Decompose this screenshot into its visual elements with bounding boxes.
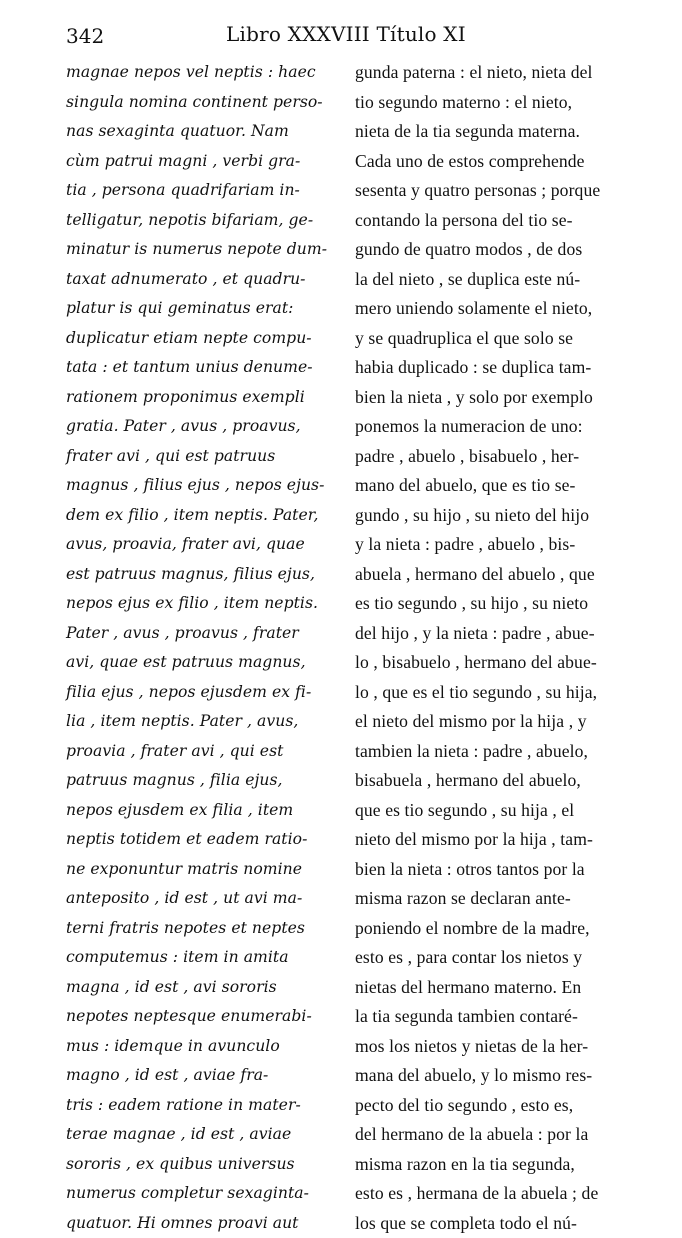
spanish-text-line: gundo de quatro modos , de dos: [355, 235, 623, 265]
latin-text-line: telligatur, nepotis bifariam, ge-: [66, 206, 336, 236]
spanish-text-line: la del nieto , se duplica este nú-: [355, 265, 623, 295]
latin-text-line: terae magnae , id est , aviae: [66, 1120, 336, 1150]
latin-text-line: magna , id est , avi sororis: [66, 973, 336, 1003]
latin-text-line: numerus completur sexaginta-: [66, 1179, 336, 1209]
spanish-text-line: es tio segundo , su hijo , su nieto: [355, 589, 623, 619]
spanish-text-line: poniendo el nombre de la madre,: [355, 914, 623, 944]
latin-text-line: platur is qui geminatus erat:: [66, 294, 336, 324]
spanish-text-line: nieta de la tia segunda materna.: [355, 117, 623, 147]
spanish-text-line: ponemos la numeracion de uno:: [355, 412, 623, 442]
spanish-text-line: esto es , para contar los nietos y: [355, 943, 623, 973]
latin-text-line: cùm patrui magni , verbi gra-: [66, 147, 336, 177]
latin-text-line: nas sexaginta quatuor. Nam: [66, 117, 336, 147]
latin-text-line: frater avi , qui est patruus: [66, 442, 336, 472]
latin-text-line: Pater , avus , proavus , frater: [66, 619, 336, 649]
latin-text-line: lia , item neptis. Pater , avus,: [66, 707, 336, 737]
latin-text-line: patruus magnus , filia ejus,: [66, 766, 336, 796]
latin-text-line: duplicatur etiam nepte compu-: [66, 324, 336, 354]
latin-text-line: nepos ejus ex filio , item neptis.: [66, 589, 336, 619]
latin-text-line: nepotes neptesque enumerabi-: [66, 1002, 336, 1032]
spanish-text-line: padre , abuelo , bisabuelo , her-: [355, 442, 623, 472]
page-number: 342: [66, 24, 104, 48]
spanish-text-line: misma razon se declaran ante-: [355, 884, 623, 914]
latin-text-line: est patruus magnus, filius ejus,: [66, 560, 336, 590]
latin-text-line: quatuor. Hi omnes proavi aut: [66, 1209, 336, 1238]
spanish-text-line: pecto del tio segundo , esto es,: [355, 1091, 623, 1121]
spanish-text-line: tambien la nieta : padre , abuelo,: [355, 737, 623, 767]
spanish-text-line: tio segundo materno : el nieto,: [355, 88, 623, 118]
spanish-text-line: contando la persona del tio se-: [355, 206, 623, 236]
latin-text-line: filia ejus , nepos ejusdem ex fi-: [66, 678, 336, 708]
spanish-text-line: mano del abuelo, que es tio se-: [355, 471, 623, 501]
spanish-text-line: esto es , hermana de la abuela ; de: [355, 1179, 623, 1209]
spanish-text-line: misma razon en la tia segunda,: [355, 1150, 623, 1180]
spanish-text-line: la tia segunda tambien contaré-: [355, 1002, 623, 1032]
latin-text-line: tris : eadem ratione in mater-: [66, 1091, 336, 1121]
spanish-text-line: Cada uno de estos comprehende: [355, 147, 623, 177]
spanish-text-line: lo , bisabuelo , hermano del abue-: [355, 648, 623, 678]
latin-text-line: minatur is numerus nepote dum-: [66, 235, 336, 265]
latin-text-line: terni fratris nepotes et neptes: [66, 914, 336, 944]
latin-text-line: taxat adnumerato , et quadru-: [66, 265, 336, 295]
latin-text-line: sororis , ex quibus universus: [66, 1150, 336, 1180]
spanish-text-line: sesenta y quatro personas ; porque: [355, 176, 623, 206]
spanish-text-line: bien la nieta , y solo por exemplo: [355, 383, 623, 413]
latin-text-line: gratia. Pater , avus , proavus,: [66, 412, 336, 442]
running-title: Libro XXXVIII Título XI: [226, 22, 466, 46]
latin-text-line: mus : idemque in avunculo: [66, 1032, 336, 1062]
latin-text-line: magno , id est , aviae fra-: [66, 1061, 336, 1091]
latin-text-line: proavia , frater avi , qui est: [66, 737, 336, 767]
spanish-text-line: nieto del mismo por la hija , tam-: [355, 825, 623, 855]
latin-text-line: magnae nepos vel neptis : haec: [66, 58, 336, 88]
spanish-text-line: lo , que es el tio segundo , su hija,: [355, 678, 623, 708]
latin-text-line: tata : et tantum unius denume-: [66, 353, 336, 383]
latin-text-line: magnus , filius ejus , nepos ejus-: [66, 471, 336, 501]
spanish-text-line: nietas del hermano materno. En: [355, 973, 623, 1003]
spanish-text-line: bisabuela , hermano del abuelo,: [355, 766, 623, 796]
spanish-text-line: mero uniendo solamente el nieto,: [355, 294, 623, 324]
spanish-text-line: que es tio segundo , su hija , el: [355, 796, 623, 826]
spanish-text-line: del hijo , y la nieta : padre , abue-: [355, 619, 623, 649]
spanish-text-line: el nieto del mismo por la hija , y: [355, 707, 623, 737]
spanish-text-line: los que se completa todo el nú-: [355, 1209, 623, 1238]
spanish-text-line: gundo , su hijo , su nieto del hijo: [355, 501, 623, 531]
latin-text-line: dem ex filio , item neptis. Pater,: [66, 501, 336, 531]
spanish-text-line: bien la nieta : otros tantos por la: [355, 855, 623, 885]
spanish-text-line: mos los nietos y nietas de la her-: [355, 1032, 623, 1062]
latin-text-line: nepos ejusdem ex filia , item: [66, 796, 336, 826]
spanish-text-line: del hermano de la abuela : por la: [355, 1120, 623, 1150]
spanish-text-line: y se quadruplica el que solo se: [355, 324, 623, 354]
latin-text-line: rationem proponimus exempli: [66, 383, 336, 413]
page-header: [66, 22, 646, 54]
latin-text-line: tia , persona quadrifariam in-: [66, 176, 336, 206]
latin-text-line: avi, quae est patruus magnus,: [66, 648, 336, 678]
latin-text-column: [66, 58, 336, 1238]
latin-text-line: anteposito , id est , ut avi ma-: [66, 884, 336, 914]
spanish-text-line: abuela , hermano del abuelo , que: [355, 560, 623, 590]
latin-text-line: ne exponuntur matris nomine: [66, 855, 336, 885]
latin-text-line: neptis totidem et eadem ratio-: [66, 825, 336, 855]
spanish-text-line: mana del abuelo, y lo mismo res-: [355, 1061, 623, 1091]
spanish-text-line: gunda paterna : el nieto, nieta del: [355, 58, 623, 88]
spanish-text-column: [355, 58, 623, 1238]
latin-text-line: computemus : item in amita: [66, 943, 336, 973]
latin-text-line: avus, proavia, frater avi, quae: [66, 530, 336, 560]
spanish-text-line: y la nieta : padre , abuelo , bis-: [355, 530, 623, 560]
latin-text-line: singula nomina continent perso-: [66, 88, 336, 118]
spanish-text-line: habia duplicado : se duplica tam-: [355, 353, 623, 383]
